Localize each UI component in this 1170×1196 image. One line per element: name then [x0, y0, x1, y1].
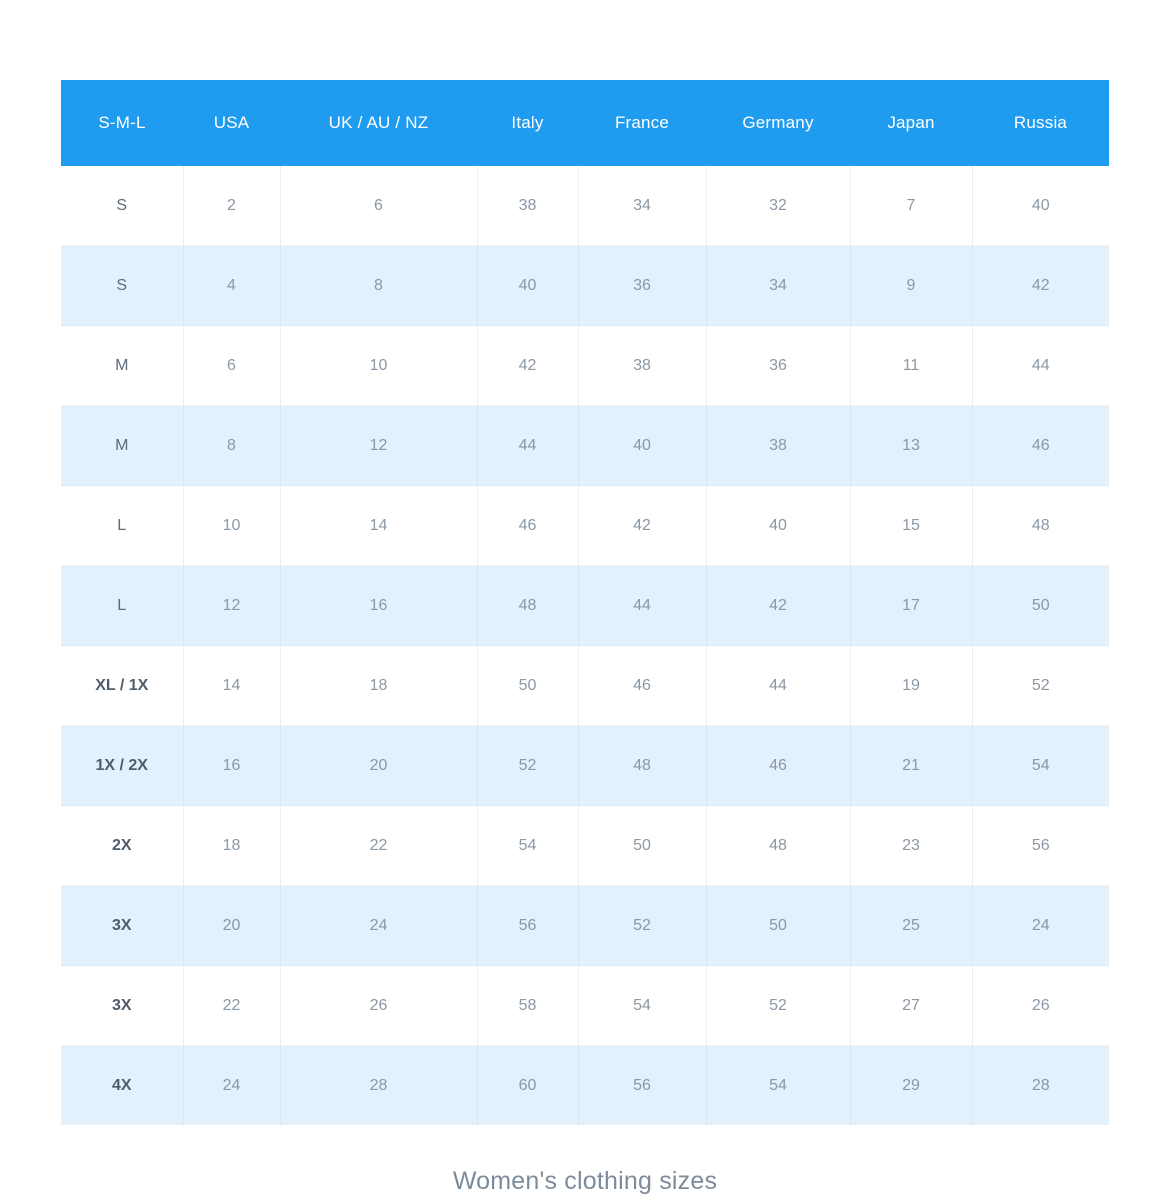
- table-row: [61, 566, 1109, 646]
- cell-usa: 20: [183, 886, 280, 966]
- table-body: [61, 166, 1109, 1125]
- table-header: [61, 80, 1109, 166]
- cell-sml: 3X: [61, 966, 183, 1046]
- cell-france: 48: [578, 726, 706, 806]
- cell-usa: 4: [183, 246, 280, 326]
- cell-sml: 2X: [61, 806, 183, 886]
- cell-italy: 38: [477, 166, 578, 246]
- column-header-germany: Germany: [706, 80, 850, 166]
- cell-france: 56: [578, 1046, 706, 1126]
- cell-france: 54: [578, 966, 706, 1046]
- cell-france: 38: [578, 326, 706, 406]
- cell-japan: 15: [850, 486, 972, 566]
- cell-usa: 8: [183, 406, 280, 486]
- cell-germany: 52: [706, 966, 850, 1046]
- column-header-sml: S-M-L: [61, 80, 183, 166]
- cell-usa: 22: [183, 966, 280, 1046]
- cell-italy: 58: [477, 966, 578, 1046]
- cell-japan: 29: [850, 1046, 972, 1126]
- cell-uk-au-nz: 12: [280, 406, 477, 486]
- cell-italy: 48: [477, 566, 578, 646]
- column-header-uk-au-nz: UK / AU / NZ: [280, 80, 477, 166]
- table-row: [61, 646, 1109, 726]
- cell-usa: 24: [183, 1046, 280, 1126]
- cell-sml: L: [61, 566, 183, 646]
- cell-russia: 42: [972, 246, 1109, 326]
- cell-usa: 6: [183, 326, 280, 406]
- cell-sml: S: [61, 166, 183, 246]
- cell-france: 34: [578, 166, 706, 246]
- cell-germany: 48: [706, 806, 850, 886]
- column-header-italy: Italy: [477, 80, 578, 166]
- cell-japan: 13: [850, 406, 972, 486]
- cell-russia: 50: [972, 566, 1109, 646]
- cell-france: 40: [578, 406, 706, 486]
- cell-italy: 56: [477, 886, 578, 966]
- column-header-japan: Japan: [850, 80, 972, 166]
- cell-uk-au-nz: 8: [280, 246, 477, 326]
- cell-japan: 27: [850, 966, 972, 1046]
- cell-germany: 46: [706, 726, 850, 806]
- cell-italy: 44: [477, 406, 578, 486]
- cell-italy: 60: [477, 1046, 578, 1126]
- cell-japan: 23: [850, 806, 972, 886]
- cell-japan: 21: [850, 726, 972, 806]
- cell-usa: 18: [183, 806, 280, 886]
- cell-germany: 34: [706, 246, 850, 326]
- cell-france: 52: [578, 886, 706, 966]
- cell-russia: 44: [972, 326, 1109, 406]
- cell-germany: 36: [706, 326, 850, 406]
- size-conversion-table: [61, 80, 1109, 1125]
- table-row: [61, 406, 1109, 486]
- cell-usa: 2: [183, 166, 280, 246]
- cell-russia: 54: [972, 726, 1109, 806]
- cell-japan: 17: [850, 566, 972, 646]
- cell-sml: XL / 1X: [61, 646, 183, 726]
- cell-sml: S: [61, 246, 183, 326]
- cell-france: 44: [578, 566, 706, 646]
- cell-russia: 48: [972, 486, 1109, 566]
- cell-italy: 50: [477, 646, 578, 726]
- cell-uk-au-nz: 14: [280, 486, 477, 566]
- cell-germany: 32: [706, 166, 850, 246]
- cell-sml: 1X / 2X: [61, 726, 183, 806]
- cell-italy: 40: [477, 246, 578, 326]
- column-header-usa: USA: [183, 80, 280, 166]
- cell-germany: 54: [706, 1046, 850, 1126]
- cell-usa: 14: [183, 646, 280, 726]
- cell-italy: 52: [477, 726, 578, 806]
- cell-uk-au-nz: 6: [280, 166, 477, 246]
- cell-uk-au-nz: 26: [280, 966, 477, 1046]
- cell-italy: 54: [477, 806, 578, 886]
- cell-japan: 7: [850, 166, 972, 246]
- cell-russia: 28: [972, 1046, 1109, 1126]
- cell-russia: 56: [972, 806, 1109, 886]
- cell-uk-au-nz: 18: [280, 646, 477, 726]
- cell-sml: M: [61, 406, 183, 486]
- cell-usa: 12: [183, 566, 280, 646]
- cell-germany: 50: [706, 886, 850, 966]
- cell-russia: 40: [972, 166, 1109, 246]
- table-row: [61, 486, 1109, 566]
- cell-france: 50: [578, 806, 706, 886]
- cell-france: 42: [578, 486, 706, 566]
- cell-russia: 52: [972, 646, 1109, 726]
- column-header-france: France: [578, 80, 706, 166]
- cell-russia: 24: [972, 886, 1109, 966]
- cell-uk-au-nz: 10: [280, 326, 477, 406]
- table-row: [61, 166, 1109, 246]
- cell-russia: 46: [972, 406, 1109, 486]
- cell-japan: 25: [850, 886, 972, 966]
- cell-uk-au-nz: 28: [280, 1046, 477, 1126]
- cell-uk-au-nz: 16: [280, 566, 477, 646]
- cell-uk-au-nz: 20: [280, 726, 477, 806]
- column-header-russia: Russia: [972, 80, 1109, 166]
- cell-germany: 42: [706, 566, 850, 646]
- cell-sml: 3X: [61, 886, 183, 966]
- cell-usa: 10: [183, 486, 280, 566]
- table-header-row: [61, 80, 1109, 166]
- cell-uk-au-nz: 24: [280, 886, 477, 966]
- cell-germany: 38: [706, 406, 850, 486]
- cell-japan: 19: [850, 646, 972, 726]
- cell-italy: 42: [477, 326, 578, 406]
- cell-sml: M: [61, 326, 183, 406]
- table-row: [61, 886, 1109, 966]
- cell-sml: L: [61, 486, 183, 566]
- cell-uk-au-nz: 22: [280, 806, 477, 886]
- cell-japan: 11: [850, 326, 972, 406]
- table-row: [61, 1046, 1109, 1126]
- cell-sml: 4X: [61, 1046, 183, 1126]
- cell-usa: 16: [183, 726, 280, 806]
- table-caption: Women's clothing sizes: [452, 1167, 718, 1195]
- table-row: [61, 966, 1109, 1046]
- table-row: [61, 806, 1109, 886]
- table-row: [61, 326, 1109, 406]
- cell-germany: 40: [706, 486, 850, 566]
- table-row: [61, 246, 1109, 326]
- cell-france: 36: [578, 246, 706, 326]
- cell-italy: 46: [477, 486, 578, 566]
- cell-france: 46: [578, 646, 706, 726]
- cell-japan: 9: [850, 246, 972, 326]
- cell-russia: 26: [972, 966, 1109, 1046]
- table-row: [61, 726, 1109, 806]
- cell-germany: 44: [706, 646, 850, 726]
